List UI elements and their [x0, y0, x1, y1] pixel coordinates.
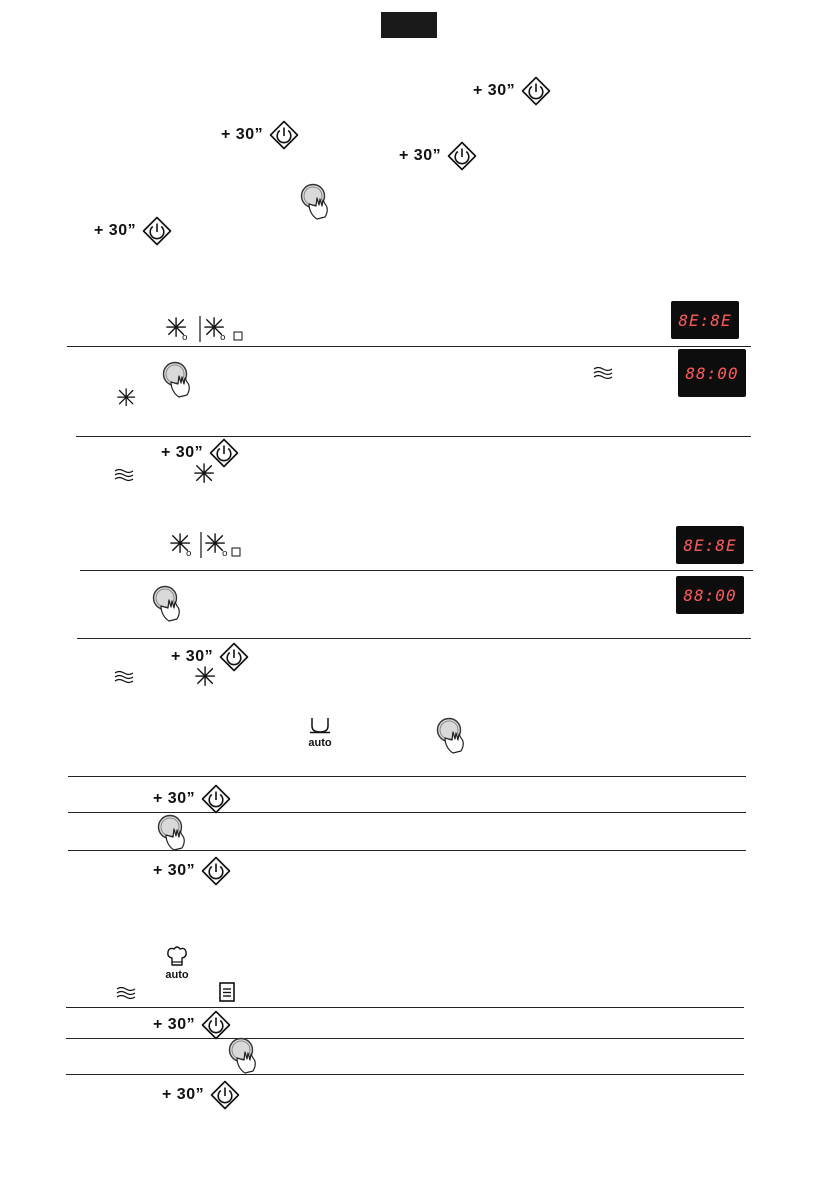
microwave-icon	[114, 670, 134, 684]
start-label: + 30”	[161, 444, 204, 461]
auto-cook-icon	[160, 946, 194, 984]
display-value: 88:00	[683, 585, 737, 605]
start-label: + 30”	[171, 648, 214, 665]
divider	[66, 1074, 744, 1075]
microwave-icon	[116, 986, 136, 1000]
microwave-icon	[593, 366, 613, 380]
defrost-icon	[194, 463, 216, 485]
start-diamond-icon	[201, 856, 231, 886]
divider	[77, 638, 751, 639]
led-display	[678, 349, 746, 397]
knob-hand-icon	[155, 813, 189, 853]
display-value: 8E:8E	[678, 310, 732, 330]
knob-hand-icon	[226, 1036, 260, 1076]
defrost-time-icon	[168, 532, 258, 558]
auto-label: auto	[308, 737, 332, 749]
start-diamond-icon	[447, 141, 477, 171]
display-value: 88:00	[685, 363, 739, 383]
divider	[66, 1038, 744, 1039]
knob-hand-icon	[434, 716, 468, 756]
auto-reheat-icon	[303, 716, 337, 750]
divider	[68, 776, 746, 777]
start-diamond-icon	[201, 784, 231, 814]
svg-text:o: o	[220, 333, 226, 342]
start-label: + 30”	[94, 222, 137, 239]
menu-icon	[219, 982, 235, 1002]
microwave-icon	[114, 468, 134, 482]
knob-hand-icon	[150, 584, 184, 624]
defrost-icon	[117, 388, 137, 408]
start-diamond-icon	[269, 120, 299, 150]
led-display	[671, 301, 739, 339]
start-diamond-icon	[219, 642, 249, 672]
divider	[80, 570, 753, 571]
start-button	[399, 141, 477, 171]
svg-text:o: o	[182, 333, 188, 342]
start-label: + 30”	[153, 862, 196, 879]
start-label: + 30”	[153, 1016, 196, 1033]
auto-label: auto	[165, 969, 189, 981]
led-display	[676, 576, 744, 614]
start-label: + 30”	[221, 126, 264, 143]
start-button	[153, 784, 231, 814]
start-label: + 30”	[399, 147, 442, 164]
start-button	[473, 76, 551, 106]
start-diamond-icon	[210, 1080, 240, 1110]
start-label: + 30”	[153, 790, 196, 807]
svg-text:o: o	[186, 549, 192, 558]
page-header-tab	[381, 12, 437, 38]
defrost-weight-icon	[164, 316, 254, 342]
start-button	[153, 856, 231, 886]
start-button	[94, 216, 172, 246]
svg-text:o: o	[222, 549, 228, 558]
divider	[66, 1007, 744, 1008]
start-label: + 30”	[162, 1086, 205, 1103]
display-value: 8E:8E	[683, 535, 737, 555]
start-diamond-icon	[142, 216, 172, 246]
knob-hand-icon	[298, 182, 332, 222]
defrost-icon	[195, 666, 217, 688]
start-button	[221, 120, 299, 150]
led-display	[676, 526, 744, 564]
start-button	[162, 1080, 240, 1110]
start-button	[153, 1010, 231, 1040]
divider	[68, 850, 746, 851]
knob-hand-icon	[160, 360, 194, 400]
divider	[67, 346, 751, 347]
start-label: + 30”	[473, 82, 516, 99]
start-diamond-icon	[521, 76, 551, 106]
